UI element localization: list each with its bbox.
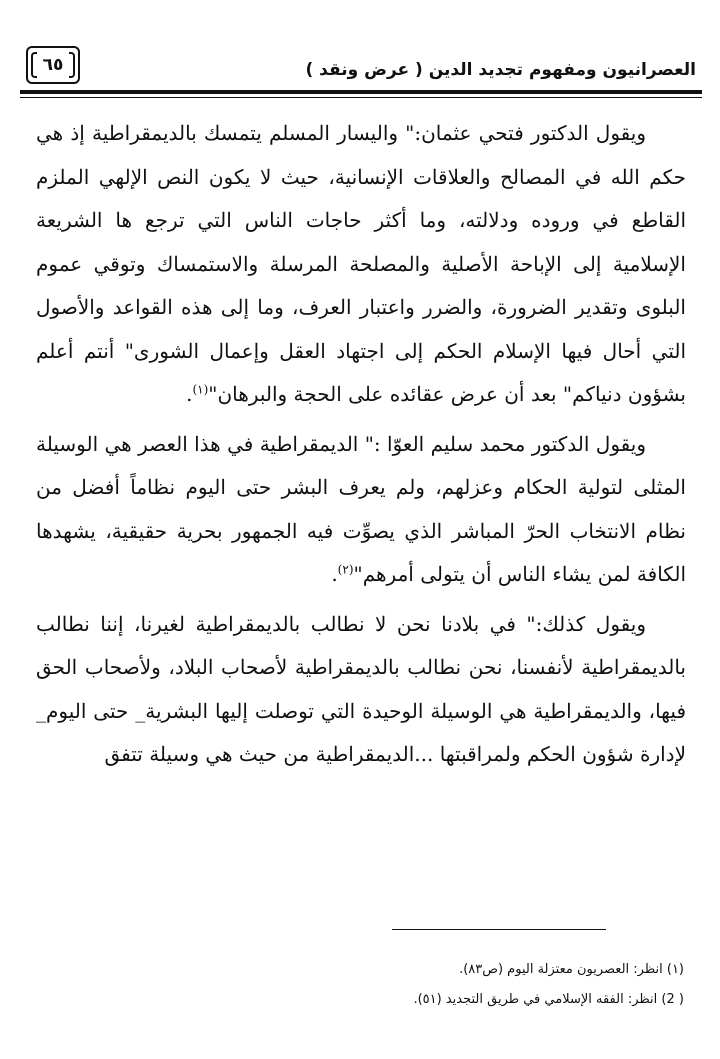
- running-title: العصرانيون ومفهوم تجديد الدين ( عرض ونقد ): [305, 60, 696, 80]
- paragraph-text: ويقول الدكتور فتحي عثمان:" واليسار المسلم يتمسك بالديمقراطية إذ هي حكم الله في المصالح والعلاقات الإنسانية، حيث لا يكون النص الإلهي الملزم القاطع في وروده ودلالته، وما أكثر حاجات الناس التي ترجع ها الشريعة الإسلامية إلى الإباحة الأصلية والمصلحة المرسلة والاستمساك وتوقي عموم البلوى وتقدير الضرورة، والضرر واعتبار العرف، وما إلى هذه القواعد والأصول التي أحال فيها الإسلام الحكم إلى اجتهاد العقل وإعمال الشورى" أنتم أعلم بشؤون دنياكم" بعد أن عرض عقائده على الحجة والبرهان": [36, 121, 686, 406]
- footnote-ref: (١): [192, 382, 209, 397]
- paragraph-text: ويقول كذلك:" في بلادنا نحن لا نطالب بالديمقراطية لغيرنا، إننا نطالب بالديمقراطية لأنفسنا، نحن نطالب بالديمقراطية لأصحاب البلاد، ولأصحاب الحق فيها، والديمقراطية هي الوسيلة الوحيدة التي توصلت إليها البشرية_ حتى اليوم_ لإدارة شؤون الحكم ولمراقبتها ...الديمقراطية من حيث هي وسيلة تتفق: [36, 611, 686, 766]
- footnote-ref: (٢): [337, 562, 354, 577]
- footnotes: [300, 955, 684, 1015]
- page-header: [20, 44, 702, 92]
- paragraph: [36, 423, 686, 597]
- paragraph-tail: .: [331, 562, 338, 586]
- footnote: (١) انظر: العصريون معتزلة اليوم (ص٨٣).: [459, 962, 684, 977]
- paragraph: [36, 112, 686, 417]
- footnote: ( 2) انظر: الفقه الإسلامي في طريق التجديد (٥١).: [413, 992, 684, 1007]
- paragraph-text: ويقول الدكتور محمد سليم العوّا :" الديمقراطية في هذا العصر هي الوسيلة المثلى لتولية الحكام وعزلهم، ولم يعرف البشر حتى اليوم نظاماً أفضل من نظام الانتخاب الحرّ المباشر الذي يصوِّت فيه الجمهور بحرية حقيقية، يشهدها الكافة لمن يشاء الناس أن يتولى أمرهم": [36, 431, 686, 586]
- paragraph-tail: .: [186, 382, 193, 406]
- body-text: [36, 112, 686, 777]
- paragraph: [36, 603, 686, 777]
- header-rule-thin: [20, 97, 702, 98]
- header-rule-thick: [20, 90, 702, 94]
- footnote-separator: [392, 929, 606, 930]
- page-number: ٦٥: [26, 46, 80, 84]
